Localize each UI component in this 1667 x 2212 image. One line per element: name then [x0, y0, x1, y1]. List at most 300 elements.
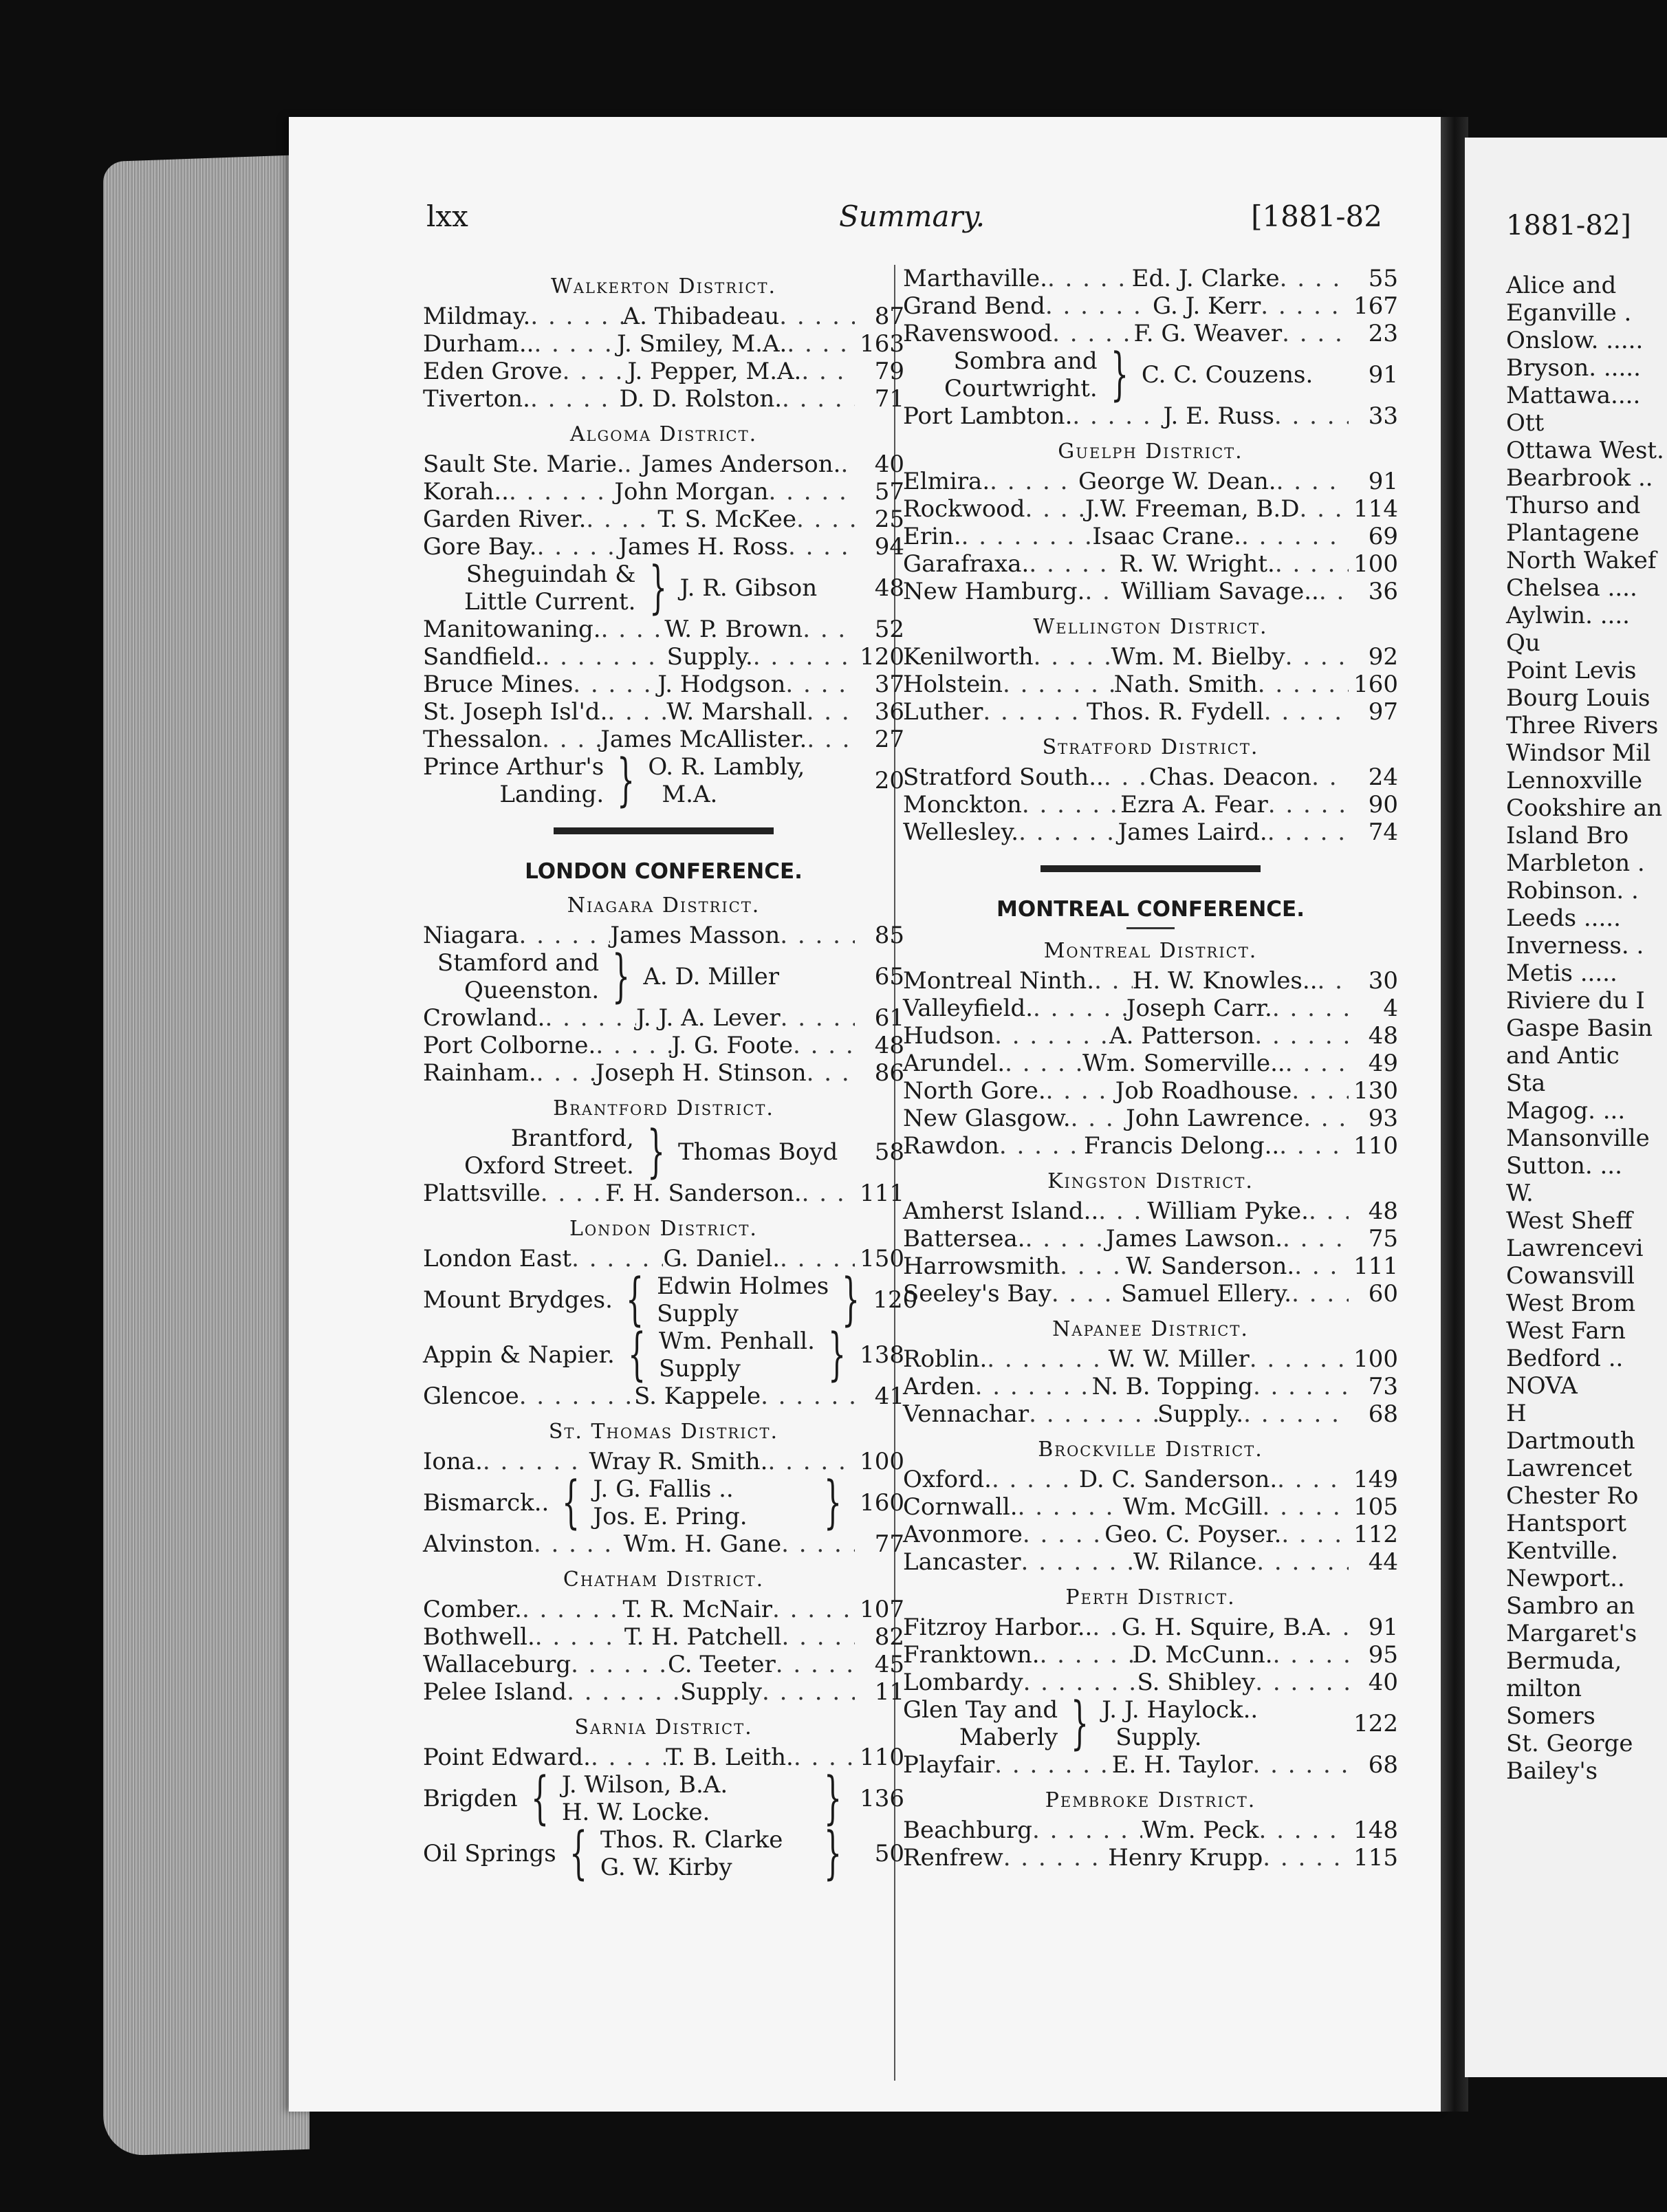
facing-page-lines [1506, 272, 1664, 1785]
place-name: Wellesley. [903, 818, 1019, 846]
place-name: Bothwell. [423, 1623, 535, 1651]
member-count: 25 [874, 506, 904, 533]
facing-page-line: Dartmouth [1506, 1427, 1635, 1455]
place-name-multiline [423, 1125, 634, 1180]
facing-page-line: Sutton. ... [1506, 1152, 1622, 1180]
facing-page-line: Alice and [1506, 272, 1617, 299]
place-name: Luther [903, 698, 983, 726]
leader-dots [1045, 292, 1153, 320]
member-count: 60 [1368, 1280, 1398, 1308]
leader-dots [1318, 967, 1349, 995]
leader-dots [975, 1373, 1092, 1400]
appointment-row [903, 1817, 1398, 1844]
leader-dots [1294, 1253, 1349, 1280]
preacher-name: T. S. McKee [657, 506, 796, 533]
book-gutter [1441, 117, 1468, 2112]
leader-dots [994, 1751, 1111, 1779]
member-count: 36 [1368, 578, 1398, 605]
member-count: 115 [1353, 1844, 1398, 1872]
member-count: 33 [1368, 402, 1398, 430]
facing-page-line: North Wakef [1506, 547, 1657, 574]
member-count: 50 [874, 1840, 904, 1867]
member-count: 95 [1368, 1641, 1398, 1669]
leader-dots [840, 451, 855, 478]
brace-glyph: } [1071, 1691, 1089, 1756]
place-name: Rawdon [903, 1132, 999, 1160]
leader-dots [1021, 1548, 1133, 1576]
leader-dots [541, 1180, 606, 1207]
member-count: 107 [860, 1596, 904, 1623]
place-name: Ravenswood [903, 320, 1053, 347]
facing-page-line: Lawrencevi [1506, 1235, 1644, 1262]
leader-dots [586, 506, 657, 533]
brace-row [423, 1267, 918, 1332]
leader-dots [534, 330, 617, 358]
member-count: 85 [874, 922, 904, 949]
member-count: 23 [1368, 320, 1398, 347]
leader-dots [1052, 1280, 1121, 1308]
leader-dots [1033, 995, 1126, 1022]
preacher-names [600, 1826, 811, 1881]
preacher-name: J. Pepper, M.A. [627, 358, 802, 385]
place-line: Landing. [499, 781, 604, 808]
facing-page-line: Margaret's [1506, 1620, 1637, 1647]
facing-page [1465, 138, 1667, 2077]
preacher-line: Wm. Penhall. [659, 1327, 815, 1355]
facing-page-line: Qu [1506, 629, 1540, 657]
leader-dots [987, 1345, 1108, 1373]
leader-dots [1023, 1521, 1104, 1548]
leader-dots [1254, 1022, 1349, 1050]
member-count: 4 [1383, 995, 1398, 1022]
preacher-name: George W. Dean. [1078, 468, 1276, 495]
brace-glyph: } [823, 1766, 842, 1831]
member-count: 91 [1368, 1614, 1398, 1641]
place-name: Elmira. [903, 468, 990, 495]
member-count: 138 [860, 1341, 904, 1369]
appointment-row [903, 1077, 1398, 1105]
brace-glyph: { [562, 1470, 580, 1535]
leader-dots [802, 1180, 855, 1207]
place-line: Glen Tay and [903, 1696, 1058, 1724]
facing-page-line: Somers [1506, 1702, 1595, 1730]
appointment-row [903, 320, 1398, 347]
preacher-name: W. Rilance [1133, 1548, 1257, 1576]
preacher-name: A. Patterson [1109, 1022, 1255, 1050]
facing-page-line: Bourg Louis [1506, 684, 1650, 712]
leader-dots [990, 468, 1078, 495]
preacher-name: Supply. [666, 643, 753, 671]
preacher-name: Joseph H. Stinson [595, 1059, 807, 1087]
member-count: 87 [874, 303, 904, 330]
preacher-name: J. E. Russ [1163, 402, 1274, 430]
leader-dots [1272, 995, 1349, 1022]
member-count: 41 [874, 1382, 904, 1410]
preacher-name: T. R. McNair [622, 1596, 773, 1623]
leader-dots [762, 1678, 855, 1706]
leader-dots [753, 643, 855, 671]
member-count: 30 [1368, 967, 1398, 995]
preacher-name: Henry Krupp [1108, 1844, 1263, 1872]
place-name: Eden Grove [423, 358, 563, 385]
place-name: Arundel. [903, 1050, 1005, 1077]
member-count: 120 [860, 643, 904, 671]
appointment-row [903, 698, 1398, 726]
place-name: Holstein [903, 671, 1003, 698]
appointment-row [423, 1004, 904, 1032]
brace-row [423, 555, 904, 620]
leader-dots [607, 698, 666, 726]
brace-glyph: { [569, 1821, 587, 1886]
section-rule [1040, 865, 1261, 872]
year-label: [1881-82 [1251, 199, 1382, 233]
preacher-name: Wray R. Smith. [589, 1448, 768, 1475]
preacher-name: Wm. M. Bielby [1111, 643, 1285, 671]
leader-dots [807, 698, 855, 726]
appointment-row [423, 451, 904, 478]
facing-page-line: Leeds ..... [1506, 904, 1621, 932]
place-name: Bruce Mines [423, 671, 574, 698]
place-name: Durham.. [423, 330, 534, 358]
preacher-name: Francis Delong.. [1084, 1132, 1280, 1160]
preacher-name: D. D. Rolston. [619, 385, 783, 413]
preacher-line: G. W. Kirby [600, 1854, 732, 1881]
preacher-name: Job Roadhouse [1115, 1077, 1292, 1105]
preacher-names [562, 1771, 811, 1826]
leader-dots [1040, 1641, 1133, 1669]
appointment-row [903, 1466, 1398, 1493]
district-heading: Stratford District. [1042, 735, 1259, 759]
leader-dots [571, 1651, 668, 1678]
preacher-name: Wm. Somerville.. [1082, 1050, 1285, 1077]
facing-page-line: Sta [1506, 1070, 1546, 1097]
place-name-multiline [903, 1696, 1058, 1751]
facing-page-line: Lennoxville [1506, 767, 1643, 794]
place-name: Bismarck.. [423, 1489, 549, 1517]
place-name: Vennachar [903, 1400, 1029, 1428]
leader-dots [782, 1623, 855, 1651]
place-name: Niagara [423, 922, 519, 949]
leader-dots [801, 358, 855, 385]
leader-dots [803, 616, 855, 643]
place-name: Montreal Ninth. [903, 967, 1095, 995]
place-name: Franktown. [903, 1641, 1040, 1669]
brace-glyph: } [823, 1470, 842, 1535]
place-line: Sombra and [953, 347, 1098, 375]
member-count: 91 [1368, 361, 1398, 389]
preacher-name: C. Teeter [668, 1651, 776, 1678]
appointment-row [423, 1678, 904, 1706]
preacher-name: W. Marshall [666, 698, 807, 726]
leader-dots [1283, 1225, 1349, 1253]
preacher-line: Thos. R. Clarke [600, 1826, 783, 1854]
leader-dots [793, 1032, 855, 1059]
leader-dots [1032, 1817, 1142, 1844]
preacher-name: James McAllister. [600, 726, 807, 753]
brace-row [423, 1322, 904, 1387]
leader-dots [1285, 1050, 1349, 1077]
district-heading: Brantford District. [553, 1096, 774, 1120]
place-line: Courtwright. [944, 375, 1098, 402]
facing-page-line: Bedford .. [1506, 1345, 1624, 1372]
appointment-row [423, 506, 904, 533]
district-heading: Brockville District. [1038, 1438, 1263, 1462]
preacher-name: T. H. Patchell [624, 1623, 782, 1651]
appointment-row [903, 578, 1398, 605]
place-name: Appin & Napier. [423, 1341, 615, 1369]
brace-glyph: } [646, 1119, 665, 1184]
brace-row [423, 1766, 904, 1831]
leader-dots [591, 1744, 666, 1771]
facing-page-line: Three Rivers [1506, 712, 1659, 739]
leader-dots [788, 533, 855, 561]
leader-dots [782, 385, 855, 413]
place-line: Prince Arthur's [423, 753, 604, 781]
conference-heading: MONTREAL CONFERENCE. [996, 897, 1305, 922]
brace-glyph: { [625, 1267, 644, 1332]
preacher-name: S. Kappele [634, 1382, 761, 1410]
place-name: Amherst Island.. [903, 1197, 1099, 1225]
place-name: Oil Springs [423, 1840, 556, 1867]
place-name: Stratford South.. [903, 763, 1104, 791]
facing-page-line: Point Levis [1506, 657, 1637, 684]
leader-dots [1005, 1050, 1082, 1077]
leader-dots [1047, 265, 1132, 292]
appointment-row [903, 1751, 1398, 1779]
preacher-name: Isaac Crane. [1092, 523, 1241, 550]
brace-glyph: { [530, 1766, 549, 1831]
place-name: Garafraxa. [903, 550, 1029, 578]
facing-page-line: Hantsport [1506, 1510, 1627, 1537]
preacher-line: Supply [659, 1355, 741, 1382]
brace-glyph: } [617, 748, 635, 813]
leader-dots [994, 1022, 1109, 1050]
place-name: Valleyfield. [903, 995, 1034, 1022]
preacher-name: G. J. Kerr [1153, 292, 1261, 320]
appointment-row [903, 818, 1398, 846]
preacher-line: H. W. Locke. [561, 1799, 710, 1826]
leader-dots [1258, 671, 1349, 698]
facing-page-line: Kentville. [1506, 1537, 1618, 1565]
appointment-row [903, 1493, 1398, 1521]
appointment-row [423, 922, 904, 949]
member-count: 94 [874, 533, 904, 561]
member-count: 97 [1368, 698, 1398, 726]
member-count: 24 [1368, 763, 1398, 791]
facing-page-line: West Farn [1506, 1317, 1626, 1345]
member-count: 58 [874, 1138, 904, 1166]
leader-dots [1022, 791, 1120, 818]
appointment-row [903, 643, 1398, 671]
facing-page-line: and Antic [1506, 1042, 1620, 1070]
place-name-multiline [423, 753, 604, 808]
preacher-name: E. H. Taylor [1111, 1751, 1253, 1779]
member-count: 48 [874, 1032, 904, 1059]
preacher-name: F. G. Weaver [1133, 320, 1283, 347]
member-count: 57 [874, 478, 904, 506]
leader-dots [1085, 578, 1121, 605]
place-name: New Glasgow. [903, 1105, 1071, 1132]
preacher-name: Wm. McGill [1123, 1493, 1263, 1521]
district-heading: Wellington District. [1033, 615, 1268, 639]
district-heading: Walkerton District. [551, 274, 776, 299]
member-count: 111 [860, 1180, 904, 1207]
facing-page-line: Windsor Mil [1506, 739, 1651, 767]
leader-dots [1253, 1373, 1349, 1400]
leader-dots [1285, 643, 1349, 671]
member-count: 11 [874, 1678, 904, 1706]
place-name: Wallaceburg [423, 1651, 571, 1678]
preacher-names [659, 1327, 815, 1382]
member-count: 44 [1368, 1548, 1398, 1576]
preacher-line: M.A. [662, 781, 718, 808]
leader-dots [1060, 1253, 1126, 1280]
brace-row [903, 342, 1398, 407]
place-name: Tiverton. [423, 385, 530, 413]
preacher-name: G. H. Squire, B.A [1122, 1614, 1325, 1641]
place-line: Little Current. [464, 588, 636, 616]
leader-dots [1250, 1345, 1349, 1373]
appointment-row [423, 1032, 904, 1059]
district-heading: St. Thomas District. [548, 1420, 779, 1444]
leader-dots [1292, 1280, 1349, 1308]
preacher-name: Supply. [1157, 1400, 1244, 1428]
district-heading: Pembroke District. [1045, 1788, 1256, 1812]
appointment-row [903, 550, 1398, 578]
leader-dots [596, 1032, 671, 1059]
preacher-name: D. C. Sanderson. [1078, 1466, 1278, 1493]
leader-dots [1276, 468, 1349, 495]
member-count: 52 [874, 616, 904, 643]
leader-dots [1025, 1225, 1106, 1253]
place-name: Sandfield. [423, 643, 543, 671]
member-count: 40 [874, 451, 904, 478]
leader-dots [522, 1596, 623, 1623]
appointment-row [903, 1022, 1398, 1050]
place-name: Rockwood [903, 495, 1025, 523]
brace-row [423, 1470, 904, 1535]
leader-dots [1264, 698, 1349, 726]
facing-page-line: Mansonville [1506, 1125, 1650, 1152]
member-count: 92 [1368, 643, 1398, 671]
appointment-row [423, 671, 904, 698]
leader-dots [571, 1245, 663, 1272]
leader-dots [1274, 402, 1349, 430]
appointment-row [423, 1245, 904, 1272]
facing-page-line: Inverness. . [1506, 932, 1644, 959]
place-name: Comber. [423, 1596, 522, 1623]
member-count: 105 [1353, 1493, 1398, 1521]
district-heading: Kingston District. [1047, 1169, 1254, 1193]
preacher-name: D. McCunn. [1132, 1641, 1273, 1669]
appointment-row [903, 1641, 1398, 1669]
brace-glyph: } [842, 1267, 860, 1332]
place-line: Stamford and [437, 949, 600, 977]
district-heading: Guelph District. [1058, 440, 1243, 464]
facing-page-line: Ott [1506, 409, 1545, 437]
member-count: 74 [1368, 818, 1398, 846]
preacher-name: Joseph Carr. [1126, 995, 1272, 1022]
place-name: Cornwall. [903, 1493, 1018, 1521]
facing-page-line: Robinson. . [1506, 877, 1639, 904]
page-number: lxx [426, 199, 468, 233]
leader-dots [992, 1466, 1079, 1493]
member-count: 148 [1353, 1817, 1398, 1844]
leader-dots [567, 1678, 680, 1706]
appointment-row [423, 1651, 904, 1678]
leader-dots [983, 698, 1087, 726]
member-count: 40 [1368, 1669, 1398, 1696]
preacher-name: Supply [680, 1678, 762, 1706]
place-name: Arden [903, 1373, 975, 1400]
member-count: 136 [860, 1785, 904, 1812]
facing-page-line: West Sheff [1506, 1207, 1633, 1235]
member-count: 93 [1368, 1105, 1398, 1132]
leader-dots [785, 671, 855, 698]
preacher-name: C. C. Couzens. [1141, 361, 1314, 389]
facing-page-line: Aylwin. .... [1506, 602, 1630, 629]
member-count: 68 [1368, 1751, 1398, 1779]
leader-dots [1273, 1641, 1349, 1669]
preacher-name: Thos. R. Fydell [1087, 698, 1264, 726]
appointment-row [423, 1596, 904, 1623]
appointment-row [903, 671, 1398, 698]
leader-dots [1281, 1521, 1349, 1548]
preacher-name: J. R. Gibson [679, 574, 818, 602]
leader-dots [1319, 578, 1349, 605]
facing-page-line: H [1506, 1400, 1527, 1427]
facing-page-line: Magog. ... [1506, 1097, 1626, 1125]
preacher-line: Jos. E. Pring. [593, 1503, 748, 1530]
leader-dots [769, 478, 855, 506]
place-name: Crowland. [423, 1004, 545, 1032]
leader-dots [999, 1132, 1084, 1160]
place-name: Renfrew [903, 1844, 1003, 1872]
preacher-name: N. B. Topping [1091, 1373, 1253, 1400]
preacher-name: Nath. Smith [1113, 671, 1258, 698]
member-count: 111 [1353, 1253, 1398, 1280]
preacher-name: James H. Ross [618, 533, 788, 561]
member-count: 55 [1368, 265, 1398, 292]
leader-dots [1094, 967, 1133, 995]
place-name-multiline [423, 561, 636, 616]
preacher-name: J.W. Freeman, B.D [1085, 495, 1300, 523]
leader-dots [1029, 550, 1119, 578]
member-count: 114 [1353, 495, 1398, 523]
place-name: Roblin. [903, 1345, 988, 1373]
preacher-name: S. Shibley [1137, 1669, 1256, 1696]
preacher-name: J. Hodgson [657, 671, 786, 698]
place-name: London East [423, 1245, 572, 1272]
appointment-row [903, 1225, 1398, 1253]
member-count: 48 [1368, 1022, 1398, 1050]
district-heading: Montreal District. [1043, 939, 1258, 963]
leader-dots [537, 533, 619, 561]
leader-dots [1046, 1077, 1115, 1105]
leader-dots [779, 303, 855, 330]
leader-dots [519, 922, 610, 949]
appointment-row [903, 791, 1398, 818]
leader-dots [787, 330, 855, 358]
place-name: Mildmay. [423, 303, 531, 330]
place-name: New Hamburg. [903, 578, 1085, 605]
leader-dots [530, 303, 622, 330]
place-name: Korah.. [423, 478, 509, 506]
member-count: 90 [1368, 791, 1398, 818]
place-name: Seeley's Bay [903, 1280, 1052, 1308]
leader-dots [519, 1382, 634, 1410]
member-count: 120 [873, 1286, 918, 1314]
